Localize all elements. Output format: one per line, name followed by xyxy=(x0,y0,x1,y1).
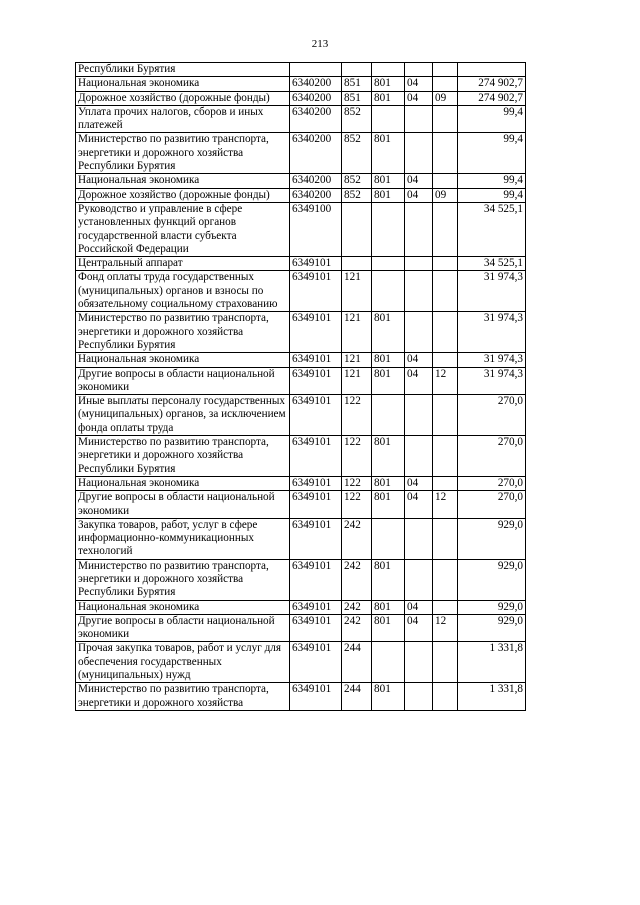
cell-amount: 99,4 xyxy=(458,133,526,174)
cell-name: Национальная экономика xyxy=(76,77,290,91)
cell-section: 04 xyxy=(405,600,433,614)
cell-subsection xyxy=(433,257,458,271)
cell-name: Национальная экономика xyxy=(76,600,290,614)
cell-expense-type: 244 xyxy=(342,642,372,683)
cell-ministry-code xyxy=(372,518,405,559)
cell-expense-type: 244 xyxy=(342,683,372,711)
cell-amount xyxy=(458,63,526,77)
cell-expense-type: 851 xyxy=(342,91,372,105)
table-row xyxy=(76,312,526,353)
cell-expense-type: 122 xyxy=(342,436,372,477)
cell-expense-type: 121 xyxy=(342,312,372,353)
table-row xyxy=(76,257,526,271)
cell-name: Иные выплаты персоналу государственных (муниципальных) органов, за исключением фонда оплаты труда xyxy=(76,395,290,436)
cell-amount: 31 974,3 xyxy=(458,367,526,395)
table-row xyxy=(76,77,526,91)
cell-name: Дорожное хозяйство (дорожные фонды) xyxy=(76,188,290,202)
cell-expense-type: 242 xyxy=(342,600,372,614)
cell-subsection xyxy=(433,476,458,490)
cell-section xyxy=(405,395,433,436)
table-row xyxy=(76,559,526,600)
cell-target-article: 6349100 xyxy=(290,202,342,256)
cell-section: 04 xyxy=(405,91,433,105)
cell-section xyxy=(405,642,433,683)
cell-name: Другие вопросы в области национальной экономики xyxy=(76,367,290,395)
cell-ministry-code xyxy=(372,642,405,683)
cell-name: Министерство по развитию транспорта, энергетики и дорожного хозяйства Республики Бурятия xyxy=(76,133,290,174)
cell-subsection xyxy=(433,312,458,353)
cell-name: Дорожное хозяйство (дорожные фонды) xyxy=(76,91,290,105)
cell-subsection xyxy=(433,518,458,559)
table-row xyxy=(76,174,526,188)
cell-amount: 270,0 xyxy=(458,491,526,519)
table-row xyxy=(76,91,526,105)
table-row xyxy=(76,133,526,174)
cell-target-article: 6349101 xyxy=(290,683,342,711)
cell-subsection xyxy=(433,436,458,477)
cell-subsection xyxy=(433,642,458,683)
cell-name: Другие вопросы в области национальной экономики xyxy=(76,614,290,642)
cell-amount: 31 974,3 xyxy=(458,271,526,312)
cell-amount: 34 525,1 xyxy=(458,202,526,256)
cell-expense-type: 122 xyxy=(342,395,372,436)
cell-ministry-code: 801 xyxy=(372,436,405,477)
cell-subsection: 12 xyxy=(433,614,458,642)
cell-ministry-code: 801 xyxy=(372,133,405,174)
cell-amount: 34 525,1 xyxy=(458,257,526,271)
cell-subsection xyxy=(433,559,458,600)
cell-name: Руководство и управление в сфере установленных функций органов государственной власти субъекта Российской Федерации xyxy=(76,202,290,256)
cell-target-article: 6349101 xyxy=(290,491,342,519)
cell-expense-type: 242 xyxy=(342,559,372,600)
cell-name: Национальная экономика xyxy=(76,476,290,490)
cell-name: Закупка товаров, работ, услуг в сфере информационно-коммуникационных технологий xyxy=(76,518,290,559)
cell-expense-type: 851 xyxy=(342,77,372,91)
table-row xyxy=(76,436,526,477)
cell-target-article: 6340200 xyxy=(290,133,342,174)
cell-name: Министерство по развитию транспорта, энергетики и дорожного хозяйства xyxy=(76,683,290,711)
cell-section xyxy=(405,312,433,353)
table-row xyxy=(76,518,526,559)
cell-ministry-code: 801 xyxy=(372,476,405,490)
cell-target-article: 6340200 xyxy=(290,174,342,188)
cell-section: 04 xyxy=(405,188,433,202)
cell-ministry-code: 801 xyxy=(372,614,405,642)
cell-ministry-code: 801 xyxy=(372,491,405,519)
cell-subsection xyxy=(433,353,458,367)
cell-target-article: 6349101 xyxy=(290,642,342,683)
cell-amount: 274 902,7 xyxy=(458,91,526,105)
cell-section: 04 xyxy=(405,476,433,490)
cell-amount: 31 974,3 xyxy=(458,353,526,367)
cell-target-article: 6340200 xyxy=(290,188,342,202)
page-number: 213 xyxy=(311,38,329,50)
cell-subsection: 09 xyxy=(433,91,458,105)
table-row xyxy=(76,395,526,436)
cell-expense-type: 121 xyxy=(342,367,372,395)
cell-amount: 31 974,3 xyxy=(458,312,526,353)
cell-amount: 99,4 xyxy=(458,188,526,202)
cell-ministry-code: 801 xyxy=(372,353,405,367)
cell-expense-type: 852 xyxy=(342,133,372,174)
cell-target-article: 6340200 xyxy=(290,105,342,133)
table-row xyxy=(76,188,526,202)
cell-amount: 270,0 xyxy=(458,395,526,436)
table-row xyxy=(76,202,526,256)
cell-section xyxy=(405,683,433,711)
table-row xyxy=(76,600,526,614)
cell-expense-type xyxy=(342,63,372,77)
budget-table xyxy=(75,62,526,711)
cell-section: 04 xyxy=(405,174,433,188)
cell-expense-type: 852 xyxy=(342,174,372,188)
cell-subsection xyxy=(433,395,458,436)
cell-ministry-code: 801 xyxy=(372,600,405,614)
table-row xyxy=(76,491,526,519)
cell-ministry-code: 801 xyxy=(372,188,405,202)
cell-name: Министерство по развитию транспорта, энергетики и дорожного хозяйства Республики Бурятия xyxy=(76,312,290,353)
cell-expense-type: 242 xyxy=(342,518,372,559)
cell-subsection: 12 xyxy=(433,367,458,395)
table-row xyxy=(76,683,526,711)
cell-amount: 1 331,8 xyxy=(458,642,526,683)
cell-section: 04 xyxy=(405,353,433,367)
cell-amount: 270,0 xyxy=(458,476,526,490)
cell-subsection xyxy=(433,202,458,256)
cell-name: Уплата прочих налогов, сборов и иных платежей xyxy=(76,105,290,133)
cell-subsection: 12 xyxy=(433,491,458,519)
table-row xyxy=(76,642,526,683)
cell-subsection xyxy=(433,174,458,188)
cell-amount: 929,0 xyxy=(458,600,526,614)
cell-ministry-code xyxy=(372,257,405,271)
cell-expense-type: 852 xyxy=(342,105,372,133)
cell-amount: 929,0 xyxy=(458,518,526,559)
cell-subsection xyxy=(433,271,458,312)
cell-section xyxy=(405,105,433,133)
cell-target-article: 6349101 xyxy=(290,476,342,490)
cell-name: Национальная экономика xyxy=(76,353,290,367)
cell-ministry-code: 801 xyxy=(372,367,405,395)
cell-section xyxy=(405,518,433,559)
cell-target-article: 6349101 xyxy=(290,614,342,642)
cell-amount: 929,0 xyxy=(458,614,526,642)
cell-ministry-code: 801 xyxy=(372,683,405,711)
cell-amount: 274 902,7 xyxy=(458,77,526,91)
cell-target-article: 6349101 xyxy=(290,257,342,271)
cell-subsection xyxy=(433,77,458,91)
table-row xyxy=(76,105,526,133)
table-row xyxy=(76,367,526,395)
cell-section xyxy=(405,436,433,477)
cell-expense-type: 852 xyxy=(342,188,372,202)
cell-amount: 929,0 xyxy=(458,559,526,600)
cell-section: 04 xyxy=(405,367,433,395)
cell-name: Фонд оплаты труда государственных (муниципальных) органов и взносы по обязательному социальному страхованию xyxy=(76,271,290,312)
cell-target-article xyxy=(290,63,342,77)
cell-name: Другие вопросы в области национальной экономики xyxy=(76,491,290,519)
cell-expense-type: 121 xyxy=(342,353,372,367)
cell-target-article: 6349101 xyxy=(290,436,342,477)
cell-section: 04 xyxy=(405,491,433,519)
cell-ministry-code xyxy=(372,271,405,312)
cell-name: Центральный аппарат xyxy=(76,257,290,271)
cell-target-article: 6349101 xyxy=(290,367,342,395)
cell-amount: 99,4 xyxy=(458,174,526,188)
cell-section: 04 xyxy=(405,77,433,91)
cell-target-article: 6340200 xyxy=(290,91,342,105)
cell-name: Министерство по развитию транспорта, энергетики и дорожного хозяйства Республики Бурятия xyxy=(76,559,290,600)
table-row xyxy=(76,353,526,367)
cell-subsection xyxy=(433,683,458,711)
cell-ministry-code: 801 xyxy=(372,174,405,188)
cell-expense-type xyxy=(342,202,372,256)
cell-section xyxy=(405,63,433,77)
cell-target-article: 6349101 xyxy=(290,271,342,312)
cell-ministry-code xyxy=(372,105,405,133)
cell-name: Республики Бурятия xyxy=(76,63,290,77)
cell-expense-type xyxy=(342,257,372,271)
cell-target-article: 6349101 xyxy=(290,559,342,600)
cell-target-article: 6349101 xyxy=(290,353,342,367)
cell-target-article: 6340200 xyxy=(290,77,342,91)
cell-amount: 270,0 xyxy=(458,436,526,477)
table-row xyxy=(76,63,526,77)
cell-section xyxy=(405,257,433,271)
cell-subsection xyxy=(433,105,458,133)
cell-ministry-code xyxy=(372,395,405,436)
cell-name: Прочая закупка товаров, работ и услуг для обеспечения государственных (муниципальных) нужд xyxy=(76,642,290,683)
cell-amount: 99,4 xyxy=(458,105,526,133)
cell-subsection xyxy=(433,133,458,174)
cell-ministry-code xyxy=(372,63,405,77)
cell-name: Национальная экономика xyxy=(76,174,290,188)
table-row xyxy=(76,614,526,642)
cell-target-article: 6349101 xyxy=(290,600,342,614)
cell-name: Министерство по развитию транспорта, энергетики и дорожного хозяйства Республики Бурятия xyxy=(76,436,290,477)
cell-subsection xyxy=(433,600,458,614)
cell-ministry-code: 801 xyxy=(372,91,405,105)
cell-expense-type: 242 xyxy=(342,614,372,642)
table-row xyxy=(76,476,526,490)
cell-section xyxy=(405,271,433,312)
cell-target-article: 6349101 xyxy=(290,312,342,353)
cell-section xyxy=(405,133,433,174)
cell-target-article: 6349101 xyxy=(290,518,342,559)
cell-amount: 1 331,8 xyxy=(458,683,526,711)
table-row xyxy=(76,271,526,312)
cell-section xyxy=(405,559,433,600)
cell-ministry-code: 801 xyxy=(372,312,405,353)
cell-expense-type: 122 xyxy=(342,476,372,490)
cell-subsection: 09 xyxy=(433,188,458,202)
table-body xyxy=(76,63,526,711)
cell-subsection xyxy=(433,63,458,77)
cell-expense-type: 122 xyxy=(342,491,372,519)
cell-ministry-code: 801 xyxy=(372,559,405,600)
cell-expense-type: 121 xyxy=(342,271,372,312)
cell-section xyxy=(405,202,433,256)
cell-target-article: 6349101 xyxy=(290,395,342,436)
cell-section: 04 xyxy=(405,614,433,642)
cell-ministry-code: 801 xyxy=(372,77,405,91)
cell-ministry-code xyxy=(372,202,405,256)
